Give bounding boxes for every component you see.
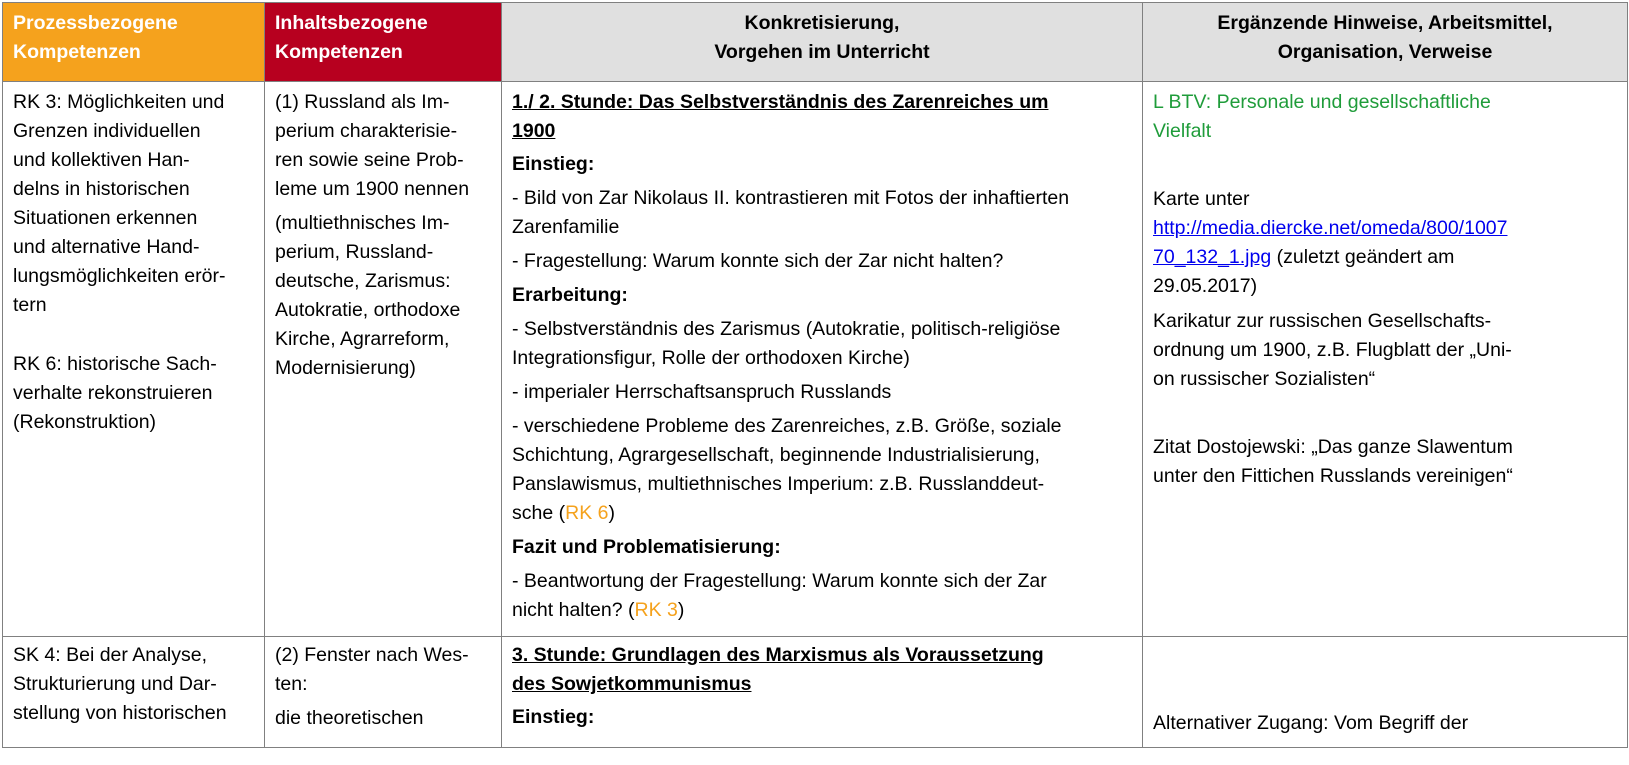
text-line: unter den Fittichen Russlands vereinigen“ [1153,465,1513,487]
caricature-note [1153,307,1617,394]
text-line: - verschiedene Probleme des Zarenreiches, z.B. Größe, soziale [512,415,1062,437]
text-line: 29.05.2017) [1153,275,1258,297]
text-line: Zitat Dostojewski: „Das ganze Slawentum [1153,436,1513,458]
text-line [1153,243,1617,272]
process-competencies-cell [3,637,265,748]
text-line: RK 3: Möglichkeiten und [13,91,225,113]
header-text-line: Konkretisierung, [744,12,900,34]
header-text-line: Prozessbezogene [13,12,178,34]
process-competencies-cell [3,82,265,637]
header-text-line: Kompetenzen [275,41,403,63]
list-item [512,378,1132,407]
header-concretization [502,3,1143,82]
text-line: leme um 1900 nennen [275,178,470,200]
text-line: lungsmöglichkeiten erör- [13,265,226,287]
text-line: Panslawismus, multiethnisches Imperium: z.B. Russlanddeut- [512,473,1045,495]
content-competencies-cell [265,82,502,637]
content-competency-main [275,88,491,204]
lesson-heading [512,641,1132,699]
rk3-reference: RK 3 [634,599,678,621]
lesson-heading [512,88,1132,146]
header-text-line: Organisation, Verweise [1277,41,1493,63]
text-line: und alternative Hand- [13,236,200,258]
text-line: L BTV: Personale und gesellschaftliche [1153,91,1491,113]
section-label-einstieg: Einstieg: [512,706,595,728]
competency-rk3 [13,88,254,320]
text-fragment: (zuletzt geändert am [1271,246,1455,268]
map-link[interactable]: http://media.diercke.net/omeda/800/1007 [1153,217,1508,239]
header-text-line: Ergänzende Hinweise, Arbeitsmittel, [1217,12,1553,34]
text-line: on russischer Sozialisten“ [1153,368,1376,390]
map-reference [1153,185,1617,301]
header-text-line: Inhaltsbezogene [275,12,428,34]
header-content-competencies [265,3,502,82]
text-fragment: sche ( [512,502,566,524]
table-row [3,82,1628,637]
section-label-fazit: Fazit und Problematisierung: [512,536,781,558]
table-row [3,637,1628,748]
content-competencies-cell [265,637,502,748]
text-line: (Rekonstruktion) [13,411,157,433]
list-item [512,567,1132,625]
text-line: Alternativer Zugang: Vom Begriff der [1153,712,1469,734]
section-label-einstieg: Einstieg: [512,153,595,175]
text-line: perium charakterisie- [275,120,458,142]
text-line: - Fragestellung: Warum konnte sich der Zar nicht halten? [512,250,1004,272]
text-line: verhalte rekonstruieren [13,382,213,404]
btv-reference [1153,88,1617,146]
text-line: (multiethnisches Im- [275,212,450,234]
text-line: Zarenfamilie [512,216,620,238]
text-line: - Selbstverständnis des Zarismus (Autokratie, politisch-religiöse [512,318,1061,340]
text-line: 3. Stunde: Grundlagen des Marxismus als Voraussetzung [512,644,1044,666]
header-process-competencies [3,3,265,82]
text-line: Schichtung, Agrargesellschaft, beginnende Industrialisierung, [512,444,1040,466]
rk6-reference: RK 6 [565,502,609,524]
text-line: ordnung um 1900, z.B. Flugblatt der „Uni- [1153,339,1512,361]
text-line: tern [13,294,47,316]
map-link-continued[interactable]: 70_132_1.jpg [1153,246,1272,268]
concretization-cell [502,637,1143,748]
text-line [512,499,1132,528]
text-line: delns in historischen [13,178,190,200]
text-line: Situationen erkennen [13,207,198,229]
notes-cell [1143,637,1628,748]
text-line: des Sowjetkommunismus [512,673,752,695]
text-line: ren sowie seine Prob- [275,149,464,171]
text-fragment: ) [677,599,685,621]
header-text-line: Vorgehen im Unterricht [714,41,930,63]
text-fragment: ) [608,502,615,524]
lesson-plan-table [2,2,1628,748]
text-line: deutsche, Zarismus: [275,270,451,292]
text-line: - Bild von Zar Nikolaus II. kontrastieren mit Fotos der inhaftierten [512,187,1070,209]
text-line: perium, Russland- [275,241,434,263]
text-line: Strukturierung und Dar- [13,673,217,695]
text-line: Karte unter [1153,188,1250,210]
text-line: RK 6: historische Sach- [13,353,217,375]
text-line: Modernisierung) [275,357,416,379]
text-line: ten: [275,673,308,695]
content-competency-main [275,641,491,699]
list-item [512,412,1132,528]
text-line: Autokratie, orthodoxe [275,299,461,321]
text-line: Kirche, Agrarreform, [275,328,450,350]
text-line: Grenzen individuellen [13,120,201,142]
text-line: (2) Fenster nach Wes- [275,644,469,666]
text-line: Vielfalt [1153,120,1212,142]
text-line: - imperialer Herrschaftsanspruch Russlands [512,381,892,403]
list-item [512,315,1132,373]
text-line: (1) Russland als Im- [275,91,450,113]
list-item [512,184,1132,242]
header-row [3,3,1628,82]
header-text-line: Kompetenzen [13,41,141,63]
competency-rk6 [13,350,254,437]
text-line: 1900 [512,120,556,142]
text-line [512,596,1132,625]
concretization-cell [502,82,1143,637]
header-notes [1143,3,1628,82]
text-line: 1./ 2. Stunde: Das Selbstverständnis des Zarenreiches um [512,91,1049,113]
text-fragment: nicht halten? ( [512,599,635,621]
text-line: Integrationsfigur, Rolle der orthodoxen Kirche) [512,347,910,369]
text-line: und kollektiven Han- [13,149,190,171]
quote-note [1153,433,1617,491]
text-line: SK 4: Bei der Analyse, [13,644,208,666]
text-line: stellung von historischen [13,702,227,724]
section-label-erarbeitung: Erarbeitung: [512,284,628,306]
text-line: - Beantwortung der Fragestellung: Warum konnte sich der Zar [512,570,1047,592]
content-competency-detail [275,209,491,383]
list-item [512,247,1132,276]
text-line: die theoretischen [275,707,424,729]
text-line: Karikatur zur russischen Gesellschafts- [1153,310,1492,332]
notes-cell [1143,82,1628,637]
